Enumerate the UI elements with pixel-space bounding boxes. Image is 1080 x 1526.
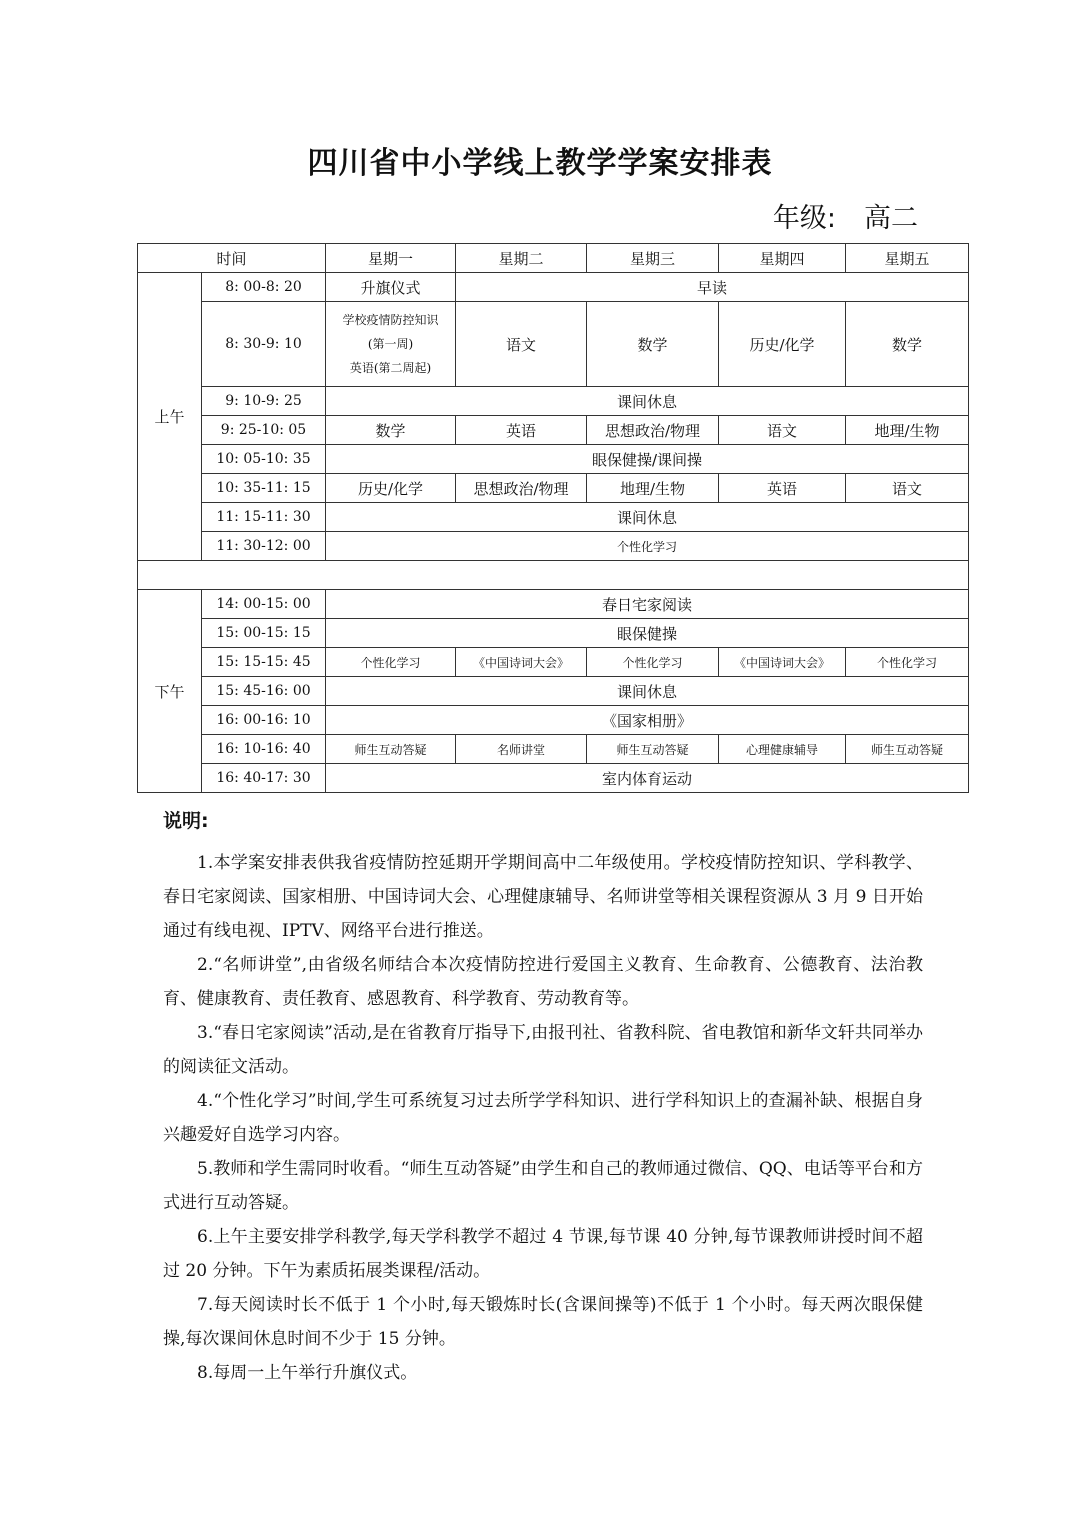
time-cell: 9: 25-10: 05: [202, 416, 326, 445]
note-item: 4.“个性化学习”时间,学生可系统复习过去所学学科知识、进行学科知识上的查漏补缺、根据自身兴趣爱好自选学习内容。: [163, 1091, 923, 1145]
table-row: [138, 532, 969, 561]
cell-span: 眼保健操/课间操: [326, 445, 969, 474]
cell-monday: 数学: [326, 416, 456, 445]
cell-friday: 语文: [846, 474, 969, 503]
note-item: 7.每天阅读时长不低于 1 个小时,每天锻炼时长(含课间操等)不低于 1 个小时。每天两次眼保健操,每次课间休息时间不少于 15 分钟。: [163, 1295, 923, 1349]
cell-thursday: 英语: [719, 474, 846, 503]
cell-thursday: 心理健康辅导: [719, 735, 846, 764]
notes-title: 说明:: [163, 810, 209, 832]
cell-tuesday: 《中国诗词大会》: [456, 648, 587, 677]
cell-tuesday: 思想政治/物理: [456, 474, 587, 503]
time-cell: 14: 00-15: 00: [202, 590, 326, 619]
cell-monday: 历史/化学: [326, 474, 456, 503]
cell-friday: 师生互动答疑: [846, 735, 969, 764]
cell-tuesday: 英语: [456, 416, 587, 445]
time-cell: 9: 10-9: 25: [202, 387, 326, 416]
cell-span: 早读: [456, 273, 969, 302]
cell-span: 个性化学习: [326, 532, 969, 561]
table-row: [138, 706, 969, 735]
cell-wednesday: 师生互动答疑: [587, 735, 719, 764]
cell-span: 《国家相册》: [326, 706, 969, 735]
cell-monday: 升旗仪式: [326, 273, 456, 302]
cell-thursday: 语文: [719, 416, 846, 445]
morning-label: 上午: [138, 273, 202, 561]
cell-wednesday: 地理/生物: [587, 474, 719, 503]
table-row: [138, 735, 969, 764]
time-cell: 11: 30-12: 00: [202, 532, 326, 561]
header-wednesday: 星期三: [587, 244, 719, 273]
blank-row: [138, 561, 969, 590]
time-cell: 15: 15-15: 45: [202, 648, 326, 677]
cell-tuesday: 名师讲堂: [456, 735, 587, 764]
time-cell: 16: 40-17: 30: [202, 764, 326, 793]
schedule-table: [137, 243, 969, 793]
time-cell: 8: 30-9: 10: [202, 302, 326, 387]
table-row: [138, 619, 969, 648]
table-row: [138, 590, 969, 619]
note-item: 5.教师和学生需同时收看。“师生互动答疑”由学生和自己的教师通过微信、QQ、电话等平台和方式进行互动答疑。: [163, 1159, 923, 1213]
table-row: [138, 387, 969, 416]
cell-line: (第一周): [367, 337, 414, 351]
table-row: [138, 416, 969, 445]
note-item: 3.“春日宅家阅读”活动,是在省教育厅指导下,由报刊社、省教科院、省电教馆和新华文轩共同举办的阅读征文活动。: [163, 1023, 923, 1077]
table-row: [138, 474, 969, 503]
cell-line: 英语(第二周起): [349, 361, 432, 375]
cell-span: 室内体育运动: [326, 764, 969, 793]
cell-wednesday: 个性化学习: [587, 648, 719, 677]
table-row: [138, 677, 969, 706]
cell-monday: [326, 302, 456, 387]
header-tuesday: 星期二: [456, 244, 587, 273]
blank-cell: [138, 561, 969, 590]
cell-wednesday: 思想政治/物理: [587, 416, 719, 445]
cell-span: 眼保健操: [326, 619, 969, 648]
table-row: [138, 764, 969, 793]
cell-friday: 个性化学习: [846, 648, 969, 677]
grade-value: 高二: [864, 203, 918, 234]
time-cell: 11: 15-11: 30: [202, 503, 326, 532]
time-cell: 16: 00-16: 10: [202, 706, 326, 735]
note-item: 8.每周一上午举行升旗仪式。: [197, 1363, 418, 1383]
cell-thursday: 《中国诗词大会》: [719, 648, 846, 677]
note-item: 6.上午主要安排学科教学,每天学科教学不超过 4 节课,每节课 40 分钟,每节课教师讲授时间不超过 20 分钟。下午为素质拓展类课程/活动。: [163, 1227, 923, 1281]
page-title: 四川省中小学线上教学学案安排表: [307, 146, 773, 181]
header-time: 时间: [138, 244, 326, 273]
grade-label: 年级:: [772, 203, 836, 234]
notes-body: [163, 846, 923, 1390]
header-thursday: 星期四: [719, 244, 846, 273]
grade-line: [773, 196, 918, 235]
time-cell: 8: 00-8: 20: [202, 273, 326, 302]
table-row: [138, 648, 969, 677]
cell-span: 课间休息: [326, 677, 969, 706]
cell-friday: 地理/生物: [846, 416, 969, 445]
time-cell: 10: 05-10: 35: [202, 445, 326, 474]
note-item: 1.本学案安排表供我省疫情防控延期开学期间高中二年级使用。学校疫情防控知识、学科教学、春日宅家阅读、国家相册、中国诗词大会、心理健康辅导、名师讲堂等相关课程资源从 3 月 9 日开始通过有线电视、IPTV、网络平台进行推送。: [163, 853, 923, 941]
cell-monday: 师生互动答疑: [326, 735, 456, 764]
cell-span: 课间休息: [326, 387, 969, 416]
table-row: [138, 445, 969, 474]
cell-span: 春日宅家阅读: [326, 590, 969, 619]
time-cell: 16: 10-16: 40: [202, 735, 326, 764]
cell-span: 课间休息: [326, 503, 969, 532]
cell-monday: 个性化学习: [326, 648, 456, 677]
cell-thursday: 历史/化学: [719, 302, 846, 387]
time-cell: 10: 35-11: 15: [202, 474, 326, 503]
note-item: 2.“名师讲堂”,由省级名师结合本次疫情防控进行爱国主义教育、生命教育、公德教育、法治教育、健康教育、责任教育、感恩教育、科学教育、劳动教育等。: [163, 955, 923, 1009]
cell-friday: 数学: [846, 302, 969, 387]
header-row: [138, 244, 969, 273]
table-row: [138, 273, 969, 302]
time-cell: 15: 00-15: 15: [202, 619, 326, 648]
cell-line: 学校疫情防控知识: [342, 313, 439, 327]
header-friday: 星期五: [846, 244, 969, 273]
cell-wednesday: 数学: [587, 302, 719, 387]
time-cell: 15: 45-16: 00: [202, 677, 326, 706]
table-row: [138, 503, 969, 532]
afternoon-label: 下午: [138, 590, 202, 793]
header-monday: 星期一: [326, 244, 456, 273]
table-row: [138, 302, 969, 387]
cell-tuesday: 语文: [456, 302, 587, 387]
